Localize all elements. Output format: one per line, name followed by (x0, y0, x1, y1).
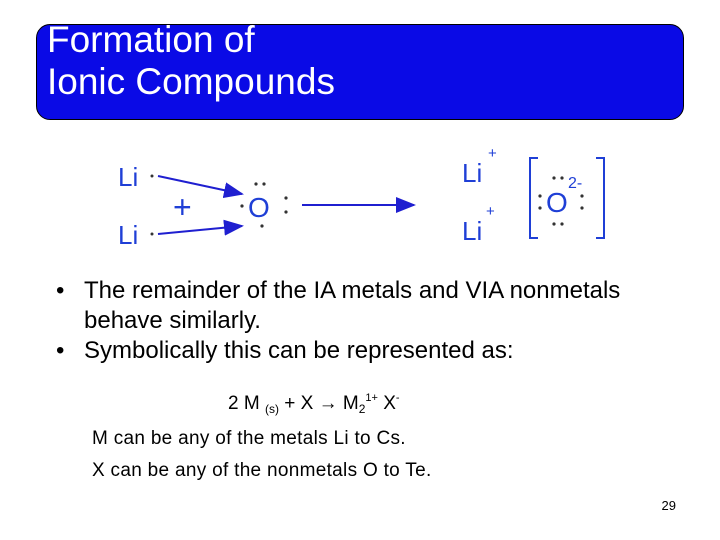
equation-product-metal: M (342, 393, 359, 414)
plus-sign: + (173, 189, 192, 225)
electron-dot (240, 204, 243, 207)
bullet-list (56, 276, 676, 366)
equation-product-subscript: 2 (358, 402, 366, 416)
electron-dot (552, 222, 555, 225)
reactant-lithium-top: Li (118, 162, 139, 192)
reactant-lithium-bottom: Li (118, 220, 139, 250)
electron-dot (560, 222, 563, 225)
electron-dot (260, 224, 263, 227)
bullet-item (56, 276, 676, 336)
electron-dot (262, 182, 265, 185)
electron-dot (284, 196, 287, 199)
equation-coefficient: 2 (228, 393, 239, 414)
anion-charge: 2- (568, 175, 583, 192)
bullet-marker: • (56, 277, 65, 304)
bullet-marker: • (56, 337, 65, 364)
equation-metal: M (243, 393, 260, 414)
metal-note: M can be any of the metals Li to Cs. (92, 428, 406, 449)
equation-product-nonmetal: X (383, 393, 396, 414)
electron-dot (580, 194, 583, 197)
general-equation (228, 392, 400, 416)
electron-dot (552, 176, 555, 179)
bracket-right (596, 158, 604, 238)
electron-transfer-arrow-top (158, 176, 242, 194)
electron-dot (284, 210, 287, 213)
electron-dot (560, 176, 563, 179)
electron-dot (151, 175, 154, 178)
electron-dot (254, 182, 257, 185)
lewis-dot-diagram (110, 138, 630, 250)
equation-metal-charge: 1+ (365, 392, 378, 404)
nonmetal-note: X can be any of the nonmetals O to Te. (92, 460, 432, 481)
electron-dot (538, 194, 541, 197)
cation-charge: + (488, 145, 497, 162)
equation-arrow: → (318, 393, 338, 414)
bullet-text: The remainder of the IA metals and VIA nonmetals behave similarly. (84, 277, 621, 334)
bullet-text: Symbolically this can be represented as: (84, 337, 514, 364)
page-number: 29 (661, 498, 676, 513)
slide-title: Formation of Ionic Compounds (47, 19, 335, 102)
electron-dot (151, 233, 154, 236)
product-lithium-ion-top: Li (462, 158, 483, 188)
product-lithium-ion-bottom: Li (462, 216, 483, 246)
equation-nonmetal-charge: - (395, 392, 400, 404)
reactant-oxygen: O (248, 192, 270, 223)
equation-state: (s) (264, 402, 279, 416)
cation-charge: + (486, 203, 495, 220)
title-banner (36, 19, 684, 120)
electron-transfer-arrow-bottom (158, 226, 242, 234)
bullet-item (56, 336, 676, 366)
equation-plus: + (284, 393, 296, 414)
product-oxide-ion: O (546, 187, 568, 218)
electron-dot (538, 206, 541, 209)
bracket-left (530, 158, 538, 238)
equation-nonmetal: X (300, 393, 314, 414)
electron-dot (580, 206, 583, 209)
